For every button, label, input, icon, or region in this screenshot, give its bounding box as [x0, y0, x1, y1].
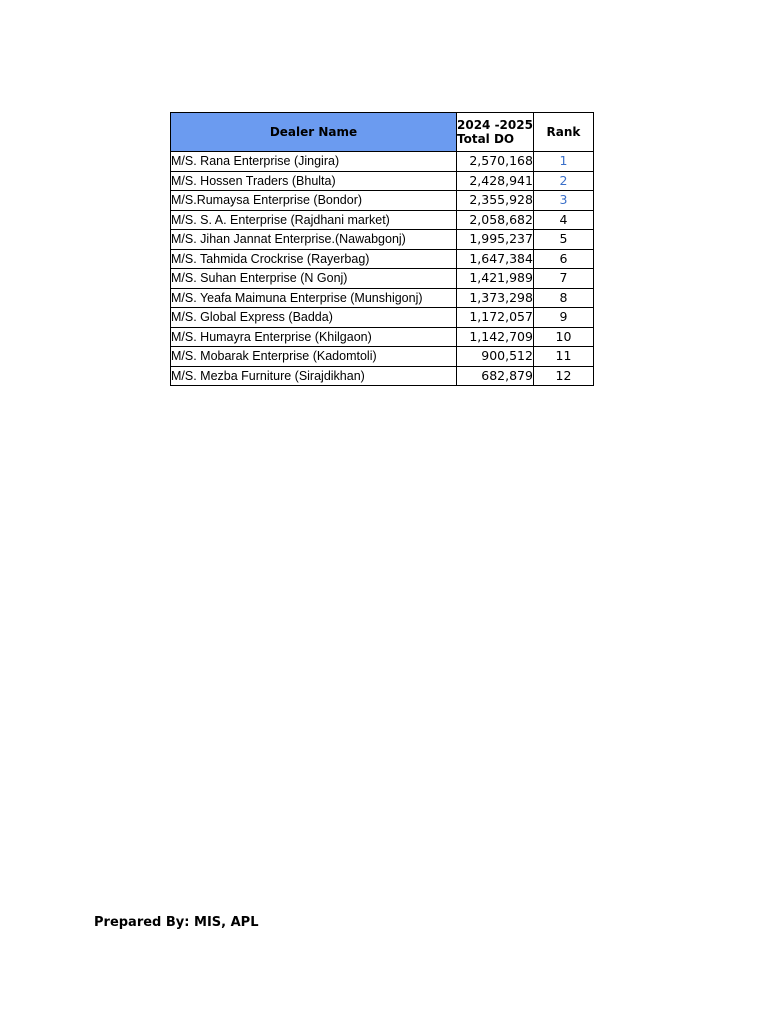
rank-cell: 7 — [533, 269, 593, 289]
table-header-row — [171, 113, 594, 152]
total-do-cell: 2,355,928 — [457, 191, 534, 211]
dealer-name-header: Dealer Name — [171, 113, 457, 152]
dealer-name-cell: M/S. Yeafa Maimuna Enterprise (Munshigonj) — [171, 288, 457, 308]
dealer-name-cell: M/S. Tahmida Crockrise (Rayerbag) — [171, 249, 457, 269]
total-do-header — [457, 113, 534, 152]
rank-cell: 6 — [533, 249, 593, 269]
dealer-name-cell: M/S. S. A. Enterprise (Rajdhani market) — [171, 210, 457, 230]
rank-cell: 5 — [533, 230, 593, 250]
total-do-cell: 2,058,682 — [457, 210, 534, 230]
total-do-header-label: Total DO — [457, 132, 515, 146]
table-row — [171, 288, 594, 308]
dealer-name-cell: M/S. Rana Enterprise (Jingira) — [171, 152, 457, 172]
rank-cell: 8 — [533, 288, 593, 308]
rank-cell: 4 — [533, 210, 593, 230]
total-do-header-year: 2024 -2025 — [457, 118, 533, 132]
table-row — [171, 269, 594, 289]
table-row — [171, 152, 594, 172]
table-row — [171, 171, 594, 191]
total-do-cell: 1,647,384 — [457, 249, 534, 269]
rank-cell: 3 — [533, 191, 593, 211]
total-do-cell: 1,142,709 — [457, 327, 534, 347]
dealer-name-cell: M/S. Hossen Traders (Bhulta) — [171, 171, 457, 191]
dealer-name-cell: M/S. Jihan Jannat Enterprise.(Nawabgonj) — [171, 230, 457, 250]
table-row — [171, 210, 594, 230]
total-do-cell: 1,373,298 — [457, 288, 534, 308]
dealer-ranking-table — [170, 112, 594, 386]
dealer-name-cell: M/S. Mobarak Enterprise (Kadomtoli) — [171, 347, 457, 367]
rank-cell: 12 — [533, 366, 593, 386]
total-do-cell: 900,512 — [457, 347, 534, 367]
table-row — [171, 249, 594, 269]
total-do-cell: 1,995,237 — [457, 230, 534, 250]
total-do-cell: 682,879 — [457, 366, 534, 386]
rank-cell: 10 — [533, 327, 593, 347]
table-row — [171, 308, 594, 328]
dealer-name-cell: M/S. Mezba Furniture (Sirajdikhan) — [171, 366, 457, 386]
dealer-name-cell: M/S.Rumaysa Enterprise (Bondor) — [171, 191, 457, 211]
dealer-name-cell: M/S. Humayra Enterprise (Khilgaon) — [171, 327, 457, 347]
total-do-cell: 2,570,168 — [457, 152, 534, 172]
table-row — [171, 366, 594, 386]
rank-cell: 1 — [533, 152, 593, 172]
total-do-cell: 2,428,941 — [457, 171, 534, 191]
rank-cell: 11 — [533, 347, 593, 367]
table-row — [171, 347, 594, 367]
dealer-name-cell: M/S. Global Express (Badda) — [171, 308, 457, 328]
rank-header: Rank — [533, 113, 593, 152]
table-row — [171, 191, 594, 211]
table-row — [171, 327, 594, 347]
table-body — [171, 152, 594, 386]
table-row — [171, 230, 594, 250]
rank-cell: 2 — [533, 171, 593, 191]
dealer-name-cell: M/S. Suhan Enterprise (N Gonj) — [171, 269, 457, 289]
total-do-cell: 1,172,057 — [457, 308, 534, 328]
total-do-cell: 1,421,989 — [457, 269, 534, 289]
rank-cell: 9 — [533, 308, 593, 328]
prepared-by-note: Prepared By: MIS, APL — [94, 915, 259, 930]
